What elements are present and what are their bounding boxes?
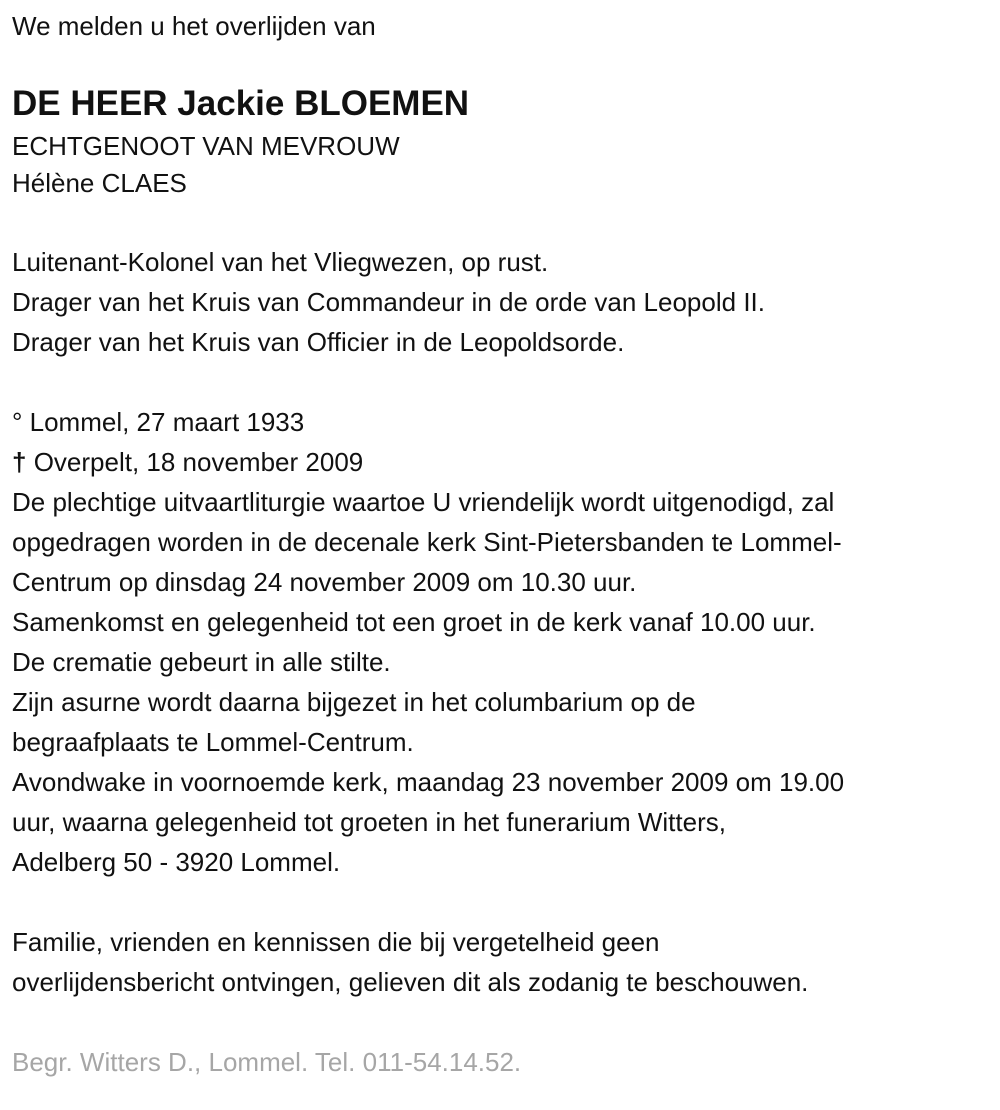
birth-text: Lommel, 27 maart 1933: [29, 407, 305, 437]
title-line: Drager van het Kruis van Officier in de Leopoldsorde.: [12, 327, 625, 357]
detail-line: De plechtige uitvaartliturgie waartoe U vriendelijk wordt uitgenodigd, zal: [12, 487, 835, 517]
detail-line: Adelberg 50 - 3920 Lommel.: [12, 847, 341, 877]
closing-line: overlijdensbericht ontvingen, gelieven dit als zodanig te beschouwen.: [12, 967, 809, 997]
detail-line: uur, waarna gelegenheid tot groeten in het funerarium Witters,: [12, 807, 726, 837]
detail-line: Samenkomst en gelegenheid tot een groet in de kerk vanaf 10.00 uur.: [12, 607, 816, 637]
deceased-name: DE HEER Jackie BLOEMEN: [12, 84, 470, 123]
spouse-name: Hélène CLAES: [12, 168, 187, 198]
undertaker-footer: Begr. Witters D., Lommel. Tel. 011-54.14.52.: [12, 1047, 522, 1077]
intro-text: We melden u het overlijden van: [12, 11, 376, 41]
detail-line: Zijn asurne wordt daarna bijgezet in het columbarium op de: [12, 687, 696, 717]
birth-line: [12, 402, 1000, 442]
title-line: Drager van het Kruis van Commandeur in de orde van Leopold II.: [12, 287, 765, 317]
death-text: Overpelt, 18 november 2009: [33, 447, 364, 477]
detail-line: Avondwake in voornoemde kerk, maandag 23 november 2009 om 19.00: [12, 767, 845, 797]
detail-line: begraafplaats te Lommel-Centrum.: [12, 727, 414, 757]
death-notice: [12, 6, 1000, 1082]
title-line: Luitenant-Kolonel van het Vliegwezen, op rust.: [12, 247, 549, 277]
detail-line: Centrum op dinsdag 24 november 2009 om 10.30 uur.: [12, 567, 637, 597]
spouse-label: ECHTGENOOT VAN MEVROUW: [12, 131, 400, 161]
detail-line: opgedragen worden in de decenale kerk Sint-Pietersbanden te Lommel-: [12, 527, 842, 557]
cross-icon: †: [12, 447, 27, 477]
birth-symbol-icon: °: [12, 407, 23, 437]
death-line: [12, 442, 1000, 482]
detail-line: De crematie gebeurt in alle stilte.: [12, 647, 391, 677]
closing-line: Familie, vrienden en kennissen die bij vergetelheid geen: [12, 927, 660, 957]
